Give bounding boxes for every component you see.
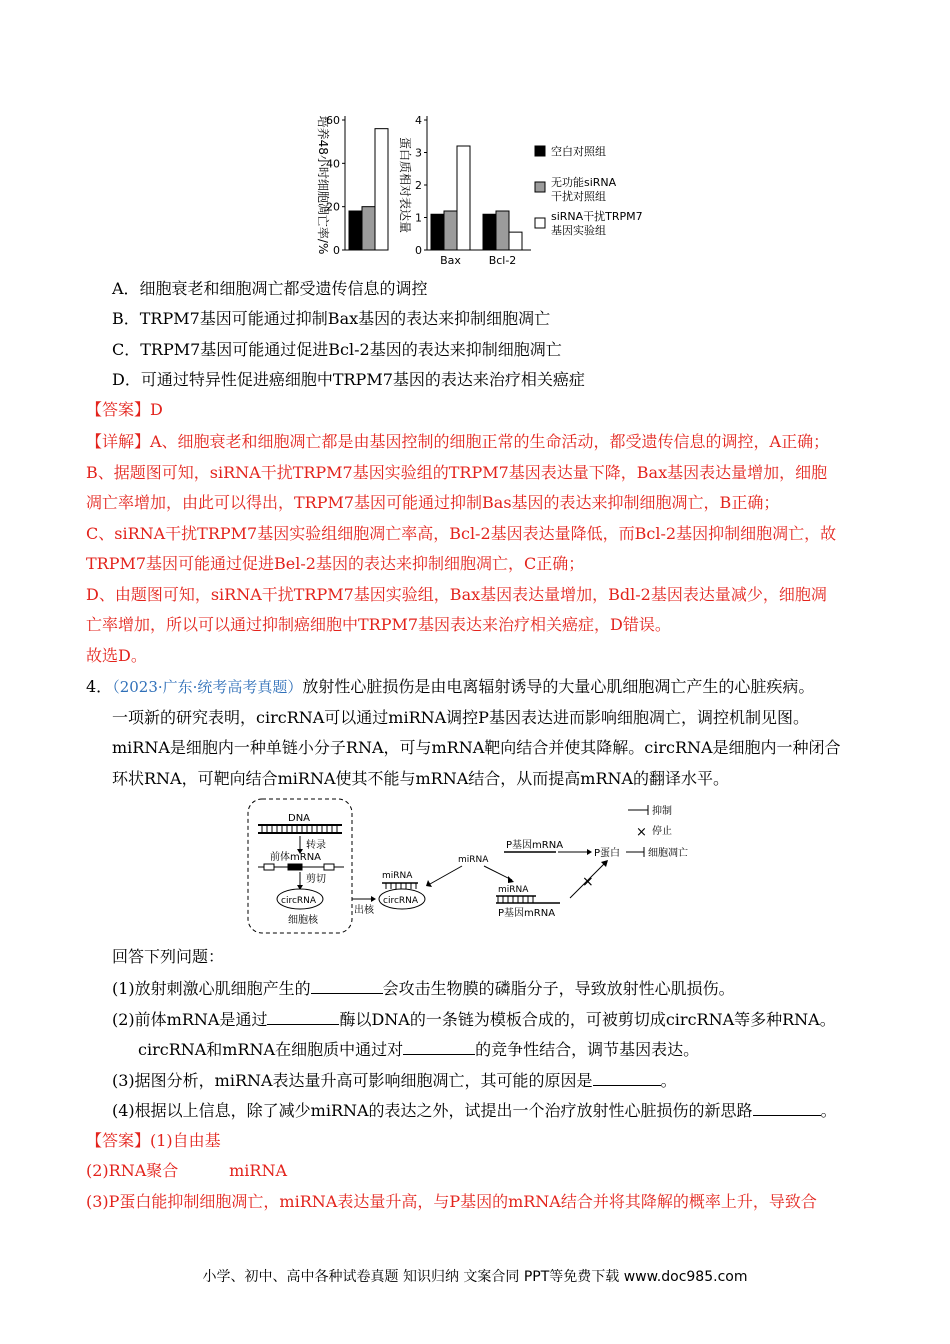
option-c: C．TRPM7基因可能通过促进Bcl-2基因的表达来抑制细胞凋亡 [112,340,562,359]
detail-line: D、由题图可知，siRNA干扰TRPM7基因实验组，Bax基因表达量增加，Bdl-2基因表达量减少，细胞凋 [86,585,827,604]
legend-stop-symbol: × [636,825,647,840]
y-tick-label: 40 [326,157,340,171]
mirna-bound-circrna [382,883,418,889]
premrna-label: 前体mRNA [270,852,322,863]
question-3-part: (3)据图分析，miRNA表达量升高可影响细胞凋亡，其可能的原因是 [112,1071,593,1090]
question-3 [112,1069,677,1092]
p-protein-label: P蛋白 [594,848,621,859]
bar [375,129,388,250]
dna-rungs [262,825,337,833]
detail-line: C、siRNA干扰TRPM7基因实验组细胞凋亡率高，Bcl-2基因表达量降低，而Bcl-2基因抑制细胞凋亡，故 [86,524,837,543]
answer-q3: 【答案】D [86,400,163,419]
question-4-line: 环状RNA，可靶向结合miRNA使其不能与mRNA结合，从而提高mRNA的翻译水平。 [112,769,730,788]
legend-swatch-nonfunctional-sirna [535,182,545,192]
answer-blank[interactable] [593,1069,661,1086]
arrow-to-circrna [430,866,462,884]
detail-line: 亡率增加，所以可以通过抑制癌细胞中TRPM7基因表达来治疗相关癌症，D错误。 [86,615,671,634]
legend-swatch-blank-control [535,146,545,156]
bar [483,214,496,250]
legend-label: siRNA干扰TRPM7 [551,210,643,223]
bar [457,146,470,250]
page-footer: 小学、初中、高中各种试卷真题 知识归纳 文案合同 PPT等免费下载 www.doc985.com [202,1269,748,1285]
arrow-to-mrna [484,866,512,880]
detail-line: TRPM7基因可能通过促进Bel-2基因的表达来抑制细胞凋亡，C正确； [86,554,585,573]
mirna-label: miRNA [458,855,489,865]
answer-blank[interactable] [267,1008,339,1025]
y-tick-label: 0 [415,244,422,257]
bar [496,211,509,250]
apoptosis-label: 细胞凋亡 [648,848,688,859]
y-tick-label: 60 [326,114,340,127]
detail-line: B、据题图可知，siRNA干扰TRPM7基因实验组的TRPM7基因表达量下降，Bax基因表达量增加，细胞 [86,463,828,482]
question-1-part: 会攻击生物膜的磷脂分子，导致放射性心肌损伤。 [382,979,735,998]
mechanism-diagram [240,796,720,938]
option-b: B．TRPM7基因可能通过抑制Bax基因的表达来抑制细胞凋亡 [112,309,551,328]
y-tick-label: 1 [415,211,422,225]
answer-blank[interactable] [403,1038,475,1055]
question-1-part: (1)放射刺激心肌细胞产生的 [112,979,311,998]
question-source: （2023·广东·统考高考真题） [112,678,303,696]
legend-label: 干扰对照组 [551,190,606,203]
prompt: 回答下列问题： [112,947,225,966]
apoptosis-rate-chart [316,114,388,257]
legend-label: 空白对照组 [551,145,606,158]
legend-inhibit-label: 抑制 [652,806,672,817]
y-axis-label: 培养48小时细胞凋亡率/% [316,115,330,255]
answer-3: (3)P蛋白能抑制细胞凋亡，miRNA表达量升高，与P基因的mRNA结合并将其降解的概率上升，导致合 [86,1192,817,1211]
dna-label: DNA [288,813,311,824]
answer-blank[interactable] [311,977,383,994]
exit-label: 出核 [354,905,374,916]
question-4 [112,1099,837,1122]
y-tick-label: 20 [326,200,340,214]
mirna-on-circrna-label: miRNA [382,871,413,881]
bar-chart-figure [285,108,665,268]
bar [444,211,457,250]
question-2-part: 的竞争性结合，调节基因表达。 [475,1040,700,1059]
question-4-intro [86,676,814,698]
legend-swatch-sirna-trpm7 [535,218,545,228]
x-tick-label: Bcl-2 [488,254,517,267]
question-2-cont [138,1038,699,1061]
question-2-part: 酶以DNA的一条链为模板合成的，可被剪切成circRNA等多种RNA。 [339,1010,836,1029]
question-text: 放射性心脏损伤是由电离辐射诱导的大量心肌细胞凋亡产生的心脏疾病。 [302,677,815,696]
question-4-part: (4)根据以上信息，除了减少miRNA的表达之外，试提出一个治疗放射性心脏损伤的新思路 [112,1101,753,1120]
y-tick-label: 3 [415,146,422,160]
protein-expression-chart [398,114,531,267]
circrna-label: circRNA [383,896,419,906]
legend-stop-label: 停止 [652,826,672,837]
stop-mark: × [582,874,594,890]
legend-label: 基因实验组 [551,224,606,237]
mirna-bound-mrna [496,896,560,903]
x-tick-label: Bax [440,254,461,267]
y-tick-label: 2 [415,179,422,192]
question-4-line: miRNA是细胞内一种单链小分子RNA，可与mRNA靶向结合并使其降解。circRNA是细胞内一种闭合 [112,738,841,757]
question-2-part: circRNA和mRNA在细胞质中通过对 [138,1040,404,1059]
mirna-bound-label: miRNA [498,885,529,895]
legend-label: 无功能siRNA [551,176,617,189]
detail-line: 【详解】A、细胞衰老和细胞凋亡都是由基因控制的细胞正常的生命活动，都受遗传信息的调控，A正确； [86,432,830,451]
p-mrna-label: P基因mRNA [506,840,564,851]
nucleus-label: 细胞核 [288,915,318,926]
bar [349,211,362,250]
detail-line: 凋亡率增加，由此可以得出，TRPM7基因可能通过抑制Bas基因的表达来抑制细胞凋亡，B正确； [86,493,780,512]
answer-blank[interactable] [753,1099,821,1116]
question-4-line: 一项新的研究表明，circRNA可以通过miRNA调控P基因表达进而影响细胞凋亡，调控机制见图。 [112,708,809,727]
y-tick-label: 0 [333,244,340,257]
question-2-part: (2)前体mRNA是通过 [112,1010,268,1029]
chart-legend [535,144,643,237]
question-4-part: 。 [820,1101,837,1120]
bar [362,207,375,250]
transcribe-label: 转录 [306,840,326,851]
question-3-part: 。 [660,1071,677,1090]
option-d: D．可通过特异性促进癌细胞中TRPM7基因的表达来治疗相关癌症 [112,370,585,389]
cut-label: 剪切 [306,874,326,885]
conclusion: 故选D。 [86,646,147,665]
y-axis-label: 蛋白质相对表达量 [398,136,412,234]
y-tick-label: 4 [415,114,422,127]
option-a: A．细胞衰老和细胞凋亡都受遗传信息的调控 [112,279,428,298]
circrna-label: circRNA [281,896,317,906]
p-mrna-bound-label: P基因mRNA [498,908,556,919]
answer-1: 【答案】(1)自由基 [86,1131,221,1150]
bar [431,214,444,250]
bar [509,232,522,250]
question-1 [112,977,735,1000]
question-number: 4． [86,677,113,696]
answer-2: (2)RNA聚合 miRNA [86,1161,288,1180]
question-2 [112,1008,836,1031]
